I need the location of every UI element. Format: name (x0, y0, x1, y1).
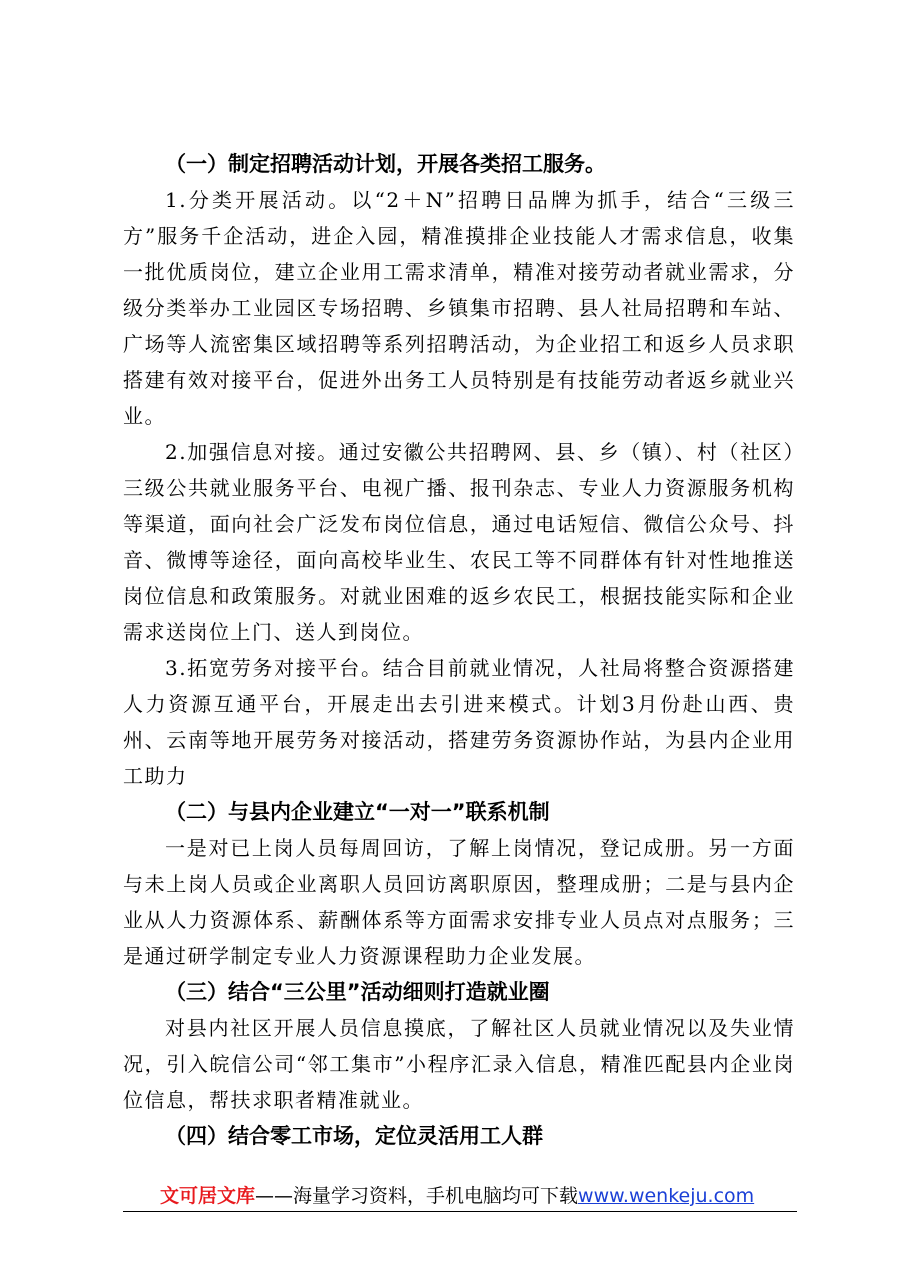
footer-tagline: ——海量学习资料，手机电脑均可下载 (255, 1185, 579, 1207)
section-heading: （四）结合零工市场，定位灵活用工人群 (165, 1124, 543, 1148)
footer-divider (123, 1211, 797, 1212)
paragraph: 1.分类开展活动。以“2＋N”招聘日品牌为抓手，结合“三级三方”服务千企活动，进企入园，精准摸排企业技能人才需求信息，收集一批优质岗位，建立企业用工需求清单，精准对接劳动者就业需求，分级分类举办工业园区专场招聘、乡镇集市招聘、县人社局招聘和车站、广场等人流密集区域招聘等系列招聘活动，为企业招工和返乡人员求职搭建有效对接平台，促进外出务工人员特别是有技能劳动者返乡就业兴业。 (123, 188, 795, 428)
section-4 (123, 1118, 795, 1154)
section-heading: （三）结合“三公里”活动细则打造就业圈 (165, 980, 550, 1004)
section-3 (123, 974, 795, 1118)
document-body (123, 146, 795, 1154)
footer-brand: 文可居文库 (160, 1185, 256, 1207)
page-footer (160, 1183, 760, 1209)
paragraph: 3.拓宽劳务对接平台。结合目前就业情况，人社局将整合资源搭建人力资源互通平台，开展走出去引进来模式。计划3月份赴山西、贵州、云南等地开展劳务对接活动，搭建劳务资源协作站，为县内企业用工助力 (123, 656, 795, 788)
paragraph: 一是对已上岗人员每周回访，了解上岗情况，登记成册。另一方面与未上岗人员或企业离职人员回访离职原因，整理成册；二是与县内企业从人力资源体系、薪酬体系等方面需求安排专业人员点对点服务；三是通过研学制定专业人力资源课程助力企业发展。 (123, 836, 795, 968)
footer-url-link[interactable]: www.wenkeju.com (578, 1185, 755, 1207)
paragraph: 对县内社区开展人员信息摸底，了解社区人员就业情况以及失业情况，引入皖信公司“邻工集市”小程序汇录入信息，精准匹配县内企业岗位信息，帮扶求职者精准就业。 (123, 1016, 795, 1112)
section-1 (123, 146, 795, 794)
section-heading: （二）与县内企业建立“一对一”联系机制 (165, 800, 550, 824)
section-2 (123, 794, 795, 974)
paragraph: 2.加强信息对接。通过安徽公共招聘网、县、乡（镇）、村（社区）三级公共就业服务平台、电视广播、报刊杂志、专业人力资源服务机构等渠道，面向社会广泛发布岗位信息，通过电话短信、微信公众号、抖音、微博等途径，面向高校毕业生、农民工等不同群体有针对性地推送岗位信息和政策服务。对就业困难的返乡农民工，根据技能实际和企业需求送岗位上门、送人到岗位。 (123, 440, 795, 644)
section-heading: （一）制定招聘活动计划，开展各类招工服务。 (165, 152, 606, 176)
